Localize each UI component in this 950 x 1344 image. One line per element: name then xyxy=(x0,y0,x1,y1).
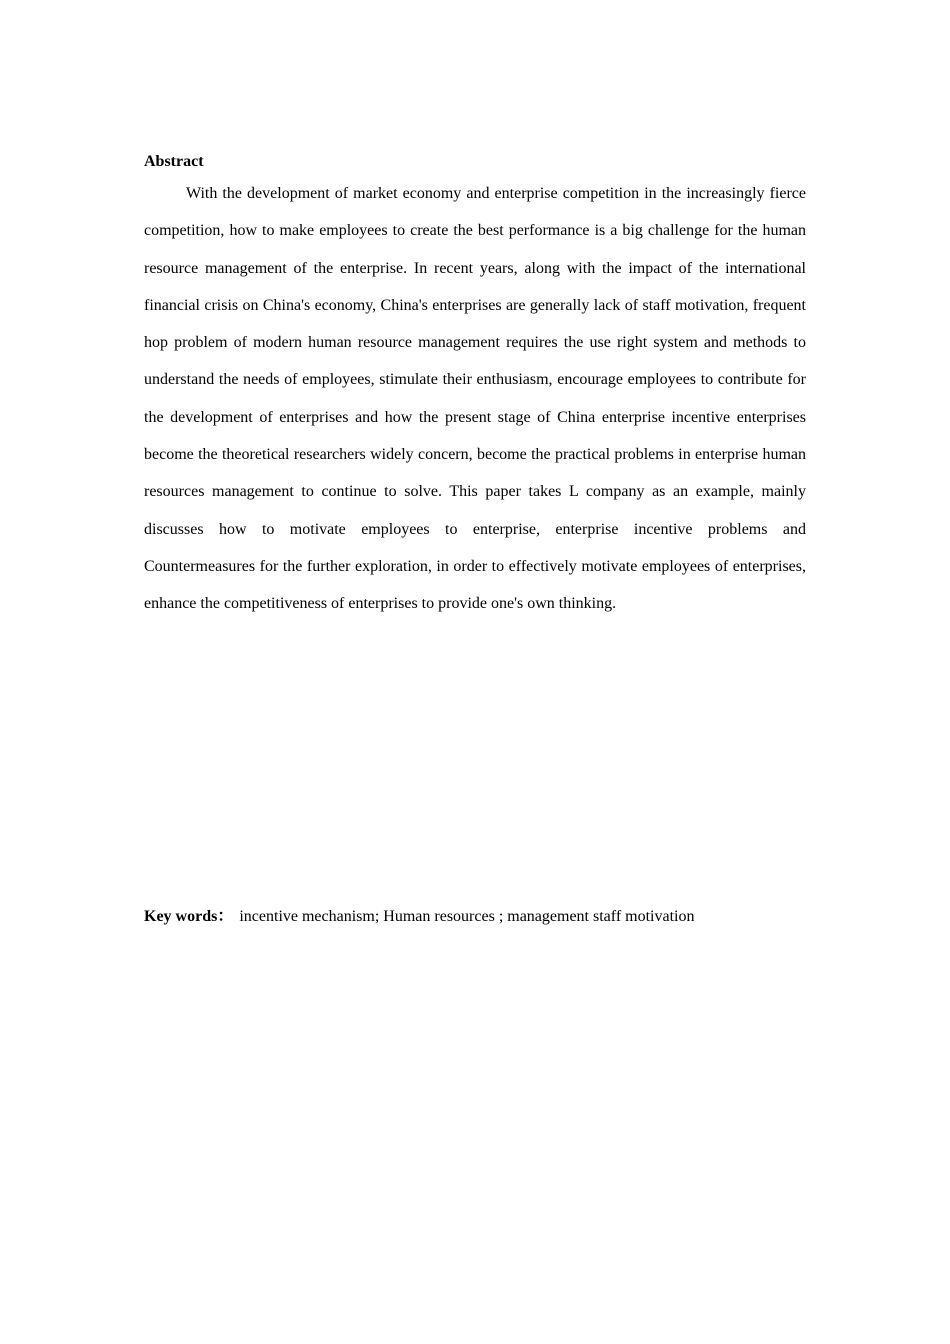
keywords-label: Key words： xyxy=(144,908,234,925)
keywords-value: incentive mechanism; Human resources ; management staff motivation xyxy=(239,908,695,925)
keywords-line xyxy=(144,907,694,927)
abstract-heading: Abstract xyxy=(144,153,204,170)
abstract-body: With the development of market economy and enterprise competition in the increasingly fierce competition, how to make employees to create the best performance is a big challenge for the human resource management of the enterprise. In recent years, along with the impact of the international financial crisis on China's economy, China's enterprises are generally lack of staff motivation, frequent hop problem of modern human resource management requires the use right system and methods to understand the needs of employees, stimulate their enthusiasm, encourage employees to contribute for the development of enterprises and how the present stage of China enterprise incentive enterprises become the theoretical researchers widely concern, become the practical problems in enterprise human resources management to continue to solve. This paper takes L company as an example, mainly discusses how to motivate employees to enterprise, enterprise incentive problems and Countermeasures for the further exploration, in order to effectively motivate employees of enterprises, enhance the competitiveness of enterprises to provide one's own thinking. xyxy=(144,185,806,613)
